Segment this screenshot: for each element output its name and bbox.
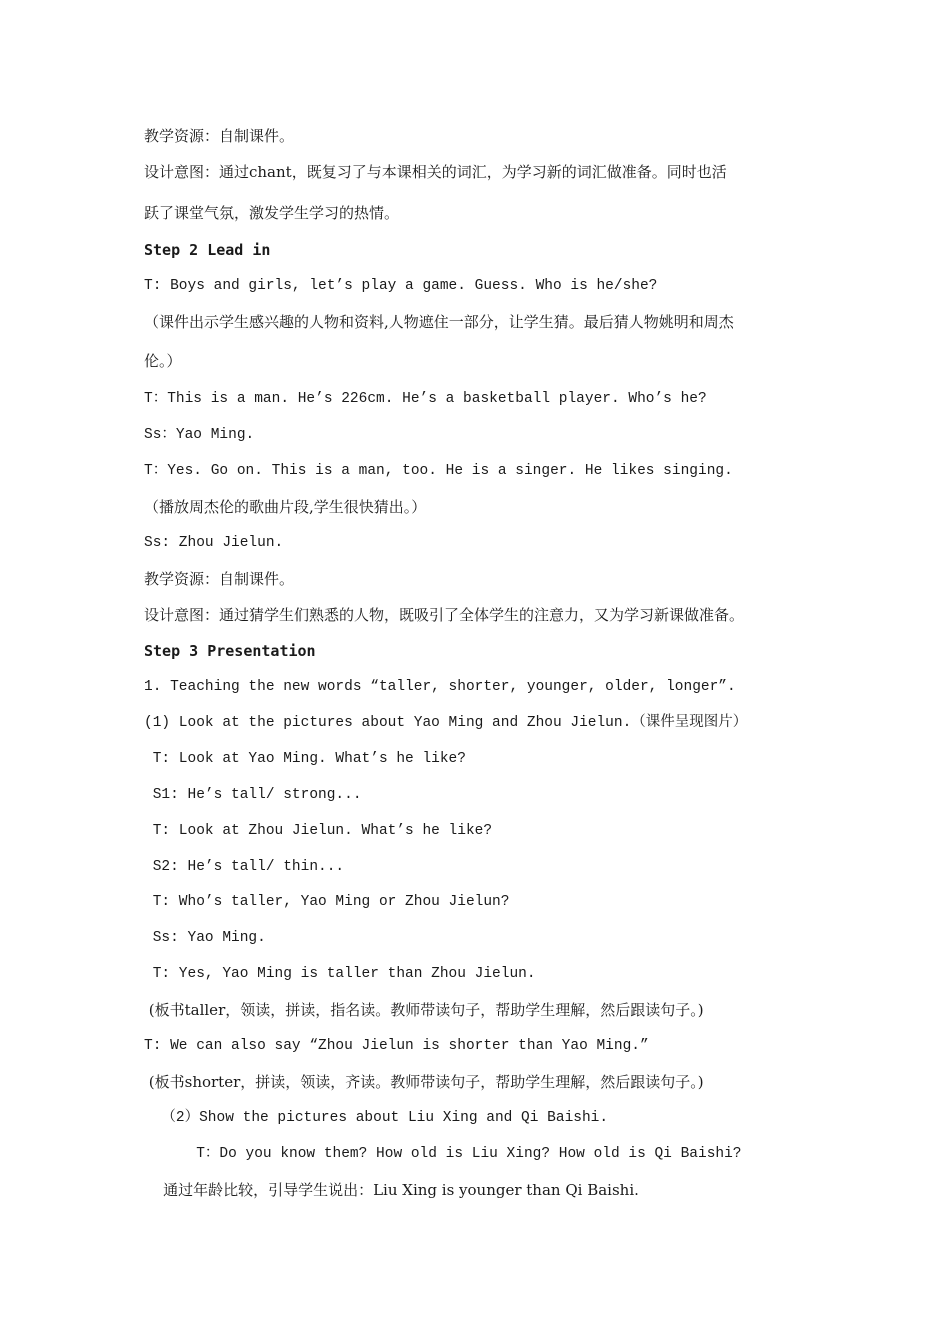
text-line: T: Look at Yao Ming. What’s he like? — [144, 751, 466, 767]
text-line: Ss: Yao Ming. — [144, 930, 266, 946]
text-line: T：This is a man. He’s 226cm. He’s a basketball player. Who’s he? — [144, 391, 707, 407]
text-line: (1) Look at the pictures about Yao Ming and Zhou Jielun.（课件呈现图片） — [144, 715, 748, 731]
text-line: （课件出示学生感兴趣的人物和资料,人物遮住一部分，让学生猜。最后猜人物姚明和周杰 — [144, 313, 734, 331]
text-line: T：Do you know them? How old is Liu Xing? How old is Qi Baishi? — [144, 1146, 742, 1162]
text-line: S1: He’s tall/ strong... — [144, 787, 362, 803]
text-line: T: Who’s taller, Yao Ming or Zhou Jielun? — [144, 894, 510, 910]
text-line: 设计意图：通过猜学生们熟悉的人物，既吸引了全体学生的注意力，又为学习新课做准备。 — [144, 606, 745, 624]
text-line: T: Look at Zhou Jielun. What’s he like? — [144, 823, 493, 839]
text-line: S2: He’s tall/ thin... — [144, 859, 345, 875]
text-line: 教学资源：自制课件。 — [144, 127, 295, 145]
text-line: Ss: Zhou Jielun. — [144, 535, 284, 551]
text-line: 教学资源：自制课件。 — [144, 570, 295, 588]
text-line: （播放周杰伦的歌曲片段,学生很快猜出。） — [144, 498, 427, 516]
section-heading: Step 2 Lead in — [144, 241, 271, 259]
text-line: 1. Teaching the new words “taller, shorter, younger, older, longer”. — [144, 679, 736, 695]
text-line: Ss：Yao Ming. — [144, 427, 255, 443]
text-line: (板书taller，领读，拼读，指名读。教师带读句子，帮助学生理解，然后跟读句子。) — [144, 1001, 704, 1019]
text-line: 跃了课堂气氛，激发学生学习的热情。 — [144, 204, 400, 222]
text-line: T: Yes, Yao Ming is taller than Zhou Jielun. — [144, 966, 536, 982]
text-line: T: We can also say “Zhou Jielun is shorter than Yao Ming.” — [144, 1038, 649, 1054]
text-line: 伦。） — [144, 352, 182, 370]
text-line: T：Yes. Go on. This is a man, too. He is a singer. He likes singing. — [144, 463, 733, 479]
text-line: (板书shorter，拼读，领读，齐读。教师带读句子，帮助学生理解，然后跟读句子。) — [144, 1073, 704, 1091]
text-line: 设计意图：通过chant，既复习了与本课相关的词汇，为学习新的词汇做准备。同时也活 — [144, 163, 727, 181]
text-line: T: Boys and girls, let’s play a game. Guess. Who is he/she? — [144, 278, 658, 294]
section-heading: Step 3 Presentation — [144, 642, 316, 660]
text-line: （2）Show the pictures about Liu Xing and Qi Baishi. — [144, 1110, 609, 1126]
text-line: 通过年龄比较，引导学生说出：Liu Xing is younger than Qi Baishi. — [144, 1181, 639, 1199]
